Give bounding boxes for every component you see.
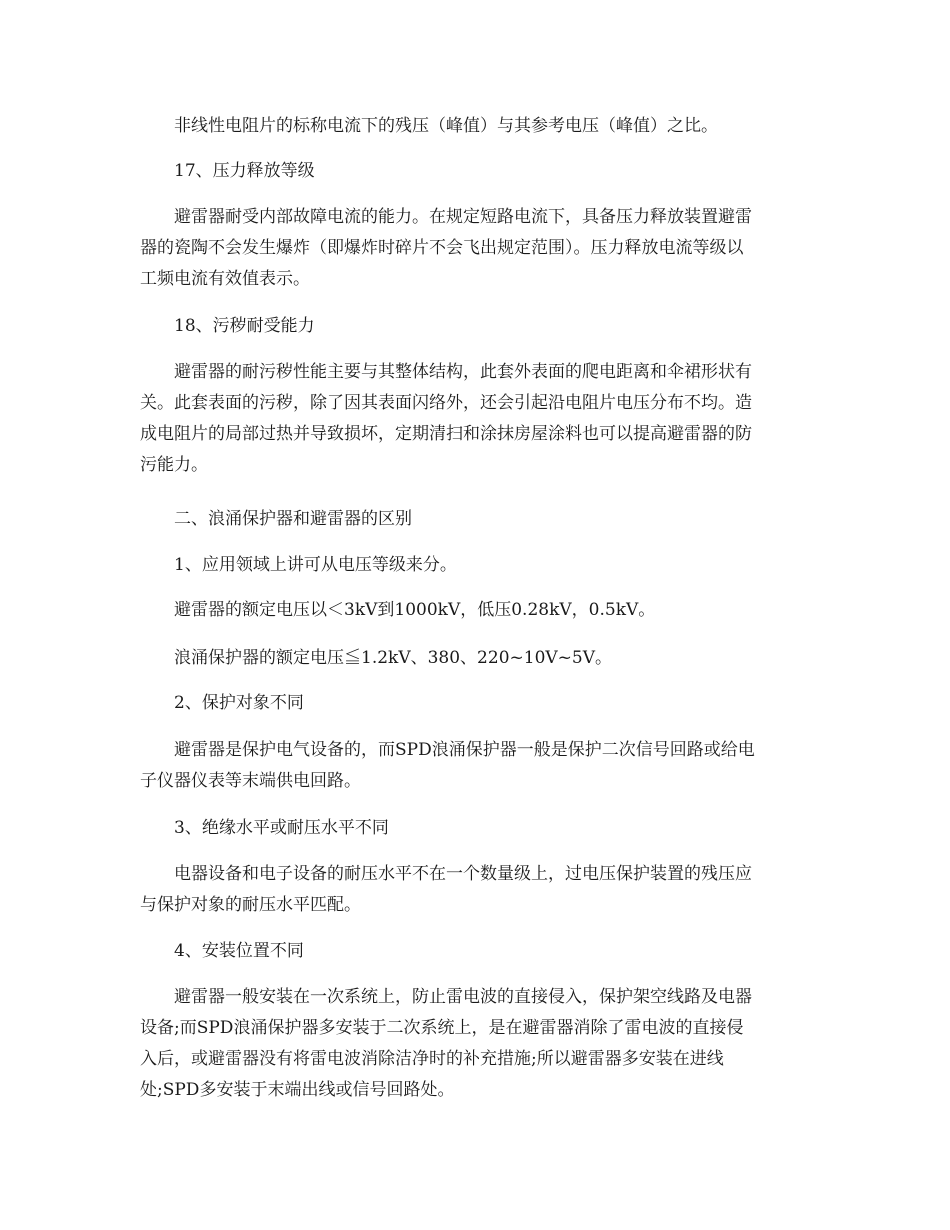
body-paragraph-line: 避雷器是保护电气设备的，而SPD浪涌保护器一般是保护二次信号回路或给电 — [174, 740, 755, 760]
body-paragraph-line: 电器设备和电子设备的耐压水平不在一个数量级上，过电压保护装置的残压应 — [174, 864, 752, 884]
body-paragraph-line: 避雷器一般安装在一次系统上，防止雷电波的直接侵入，保护架空线路及电器 — [174, 987, 752, 1007]
subsection-heading: 2、保护对象不同 — [174, 693, 304, 713]
body-paragraph-line: 避雷器的额定电压以＜3kV到1000kV，低压0.28kV，0.5kV。 — [174, 600, 656, 620]
body-paragraph-line: 非线性电阻片的标称电流下的残压（峰值）与其参考电压（峰值）之比。 — [174, 116, 718, 136]
body-paragraph-line: 与保护对象的耐压水平匹配。 — [140, 895, 361, 915]
subsection-heading: 4、安装位置不同 — [174, 941, 304, 961]
body-paragraph-line: 避雷器耐受内部故障电流的能力。在规定短路电流下，具备压力释放装置避雷 — [174, 207, 752, 227]
subsection-heading: 3、绝缘水平或耐压水平不同 — [174, 818, 389, 838]
section-heading: 17、压力释放等级 — [174, 161, 315, 181]
body-paragraph-line: 设备;而SPD浪涌保护器多安装于二次系统上，是在避雷器消除了雷电波的直接侵 — [140, 1018, 744, 1038]
body-paragraph-line: 器的瓷陶不会发生爆炸（即爆炸时碎片不会飞出规定范围）。压力释放电流等级以 — [140, 238, 744, 258]
subsection-heading: 1、应用领域上讲可从电压等级来分。 — [174, 555, 457, 575]
body-paragraph-line: 子仪器仪表等末端供电回路。 — [140, 771, 361, 791]
body-paragraph-line: 入后，或避雷器没有将雷电波消除洁净时的补充措施;所以避雷器多安装在进线 — [140, 1049, 724, 1069]
section-heading: 二、浪涌保护器和避雷器的区别 — [174, 509, 412, 529]
section-heading: 18、污秽耐受能力 — [174, 316, 315, 336]
body-paragraph-line: 工频电流有效值表示。 — [140, 269, 310, 289]
body-paragraph-line: 污能力。 — [140, 455, 208, 475]
body-paragraph-line: 避雷器的耐污秽性能主要与其整体结构，此套外表面的爬电距离和伞裙形状有 — [174, 362, 752, 382]
body-paragraph-line: 处;SPD多安装于末端出线或信号回路处。 — [140, 1080, 455, 1100]
body-paragraph-line: 成电阻片的局部过热并导致损坏，定期清扫和涂抹房屋涂料也可以提高避雷器的防 — [140, 424, 752, 444]
body-paragraph-line: 浪涌保护器的额定电压≦1.2kV、380、220~10V~5V。 — [174, 648, 612, 668]
body-paragraph-line: 关。此套表面的污秽，除了因其表面闪络外，还会引起沿电阻片电压分布不均。造 — [140, 393, 752, 413]
